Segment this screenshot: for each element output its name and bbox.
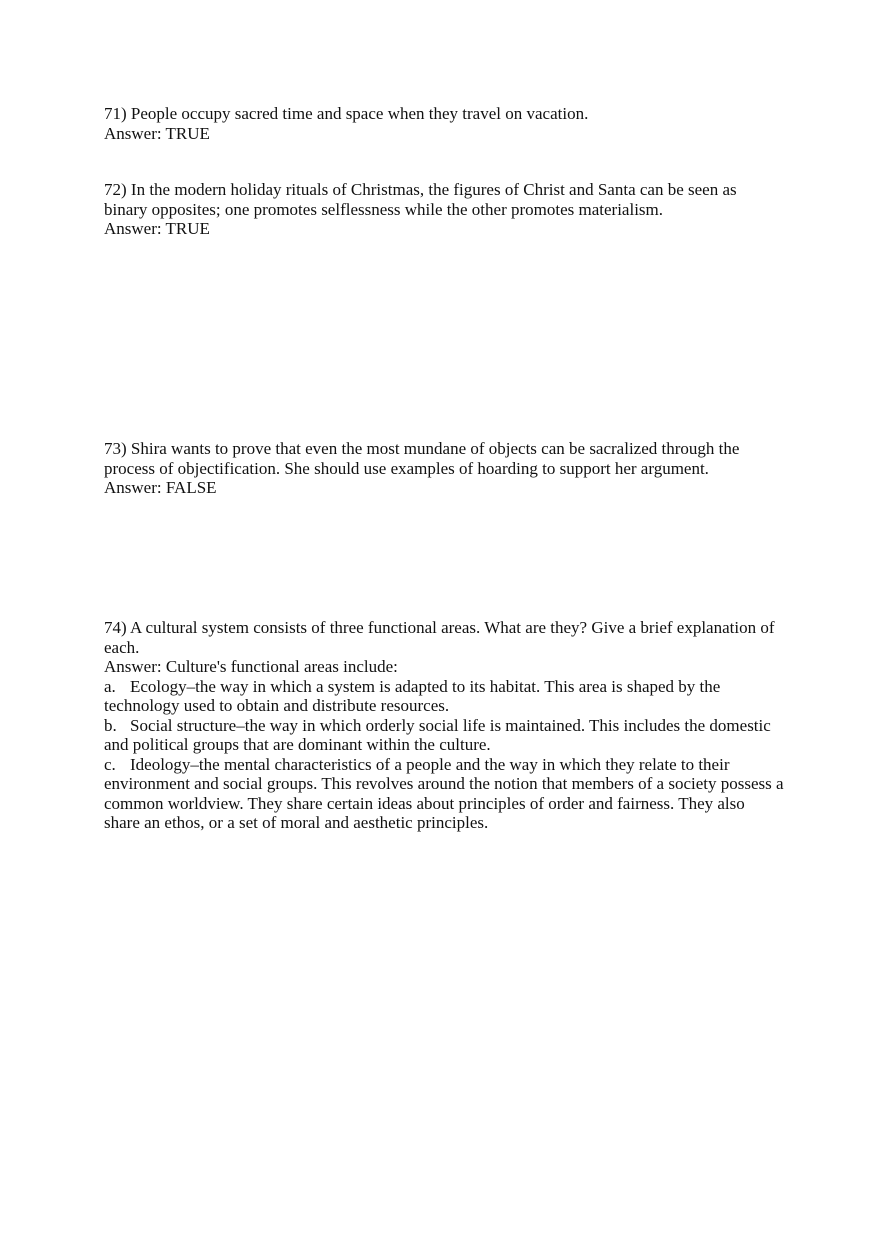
item-text: Ideology–the mental characteristics of a people and the way in which they relate to their environment and social groups. This revolves around the notion that members of a society possess a common worldview. They share certain ideas about principles of order and fairness. They also share an ethos, or a set of moral and aesthetic principles. [104, 754, 784, 832]
item-text: Social structure–the way in which orderly social life is maintained. This includes the domestic and political groups that are dominant within the culture. [104, 715, 771, 754]
item-letter: b. [104, 715, 117, 735]
item-letter: a. [104, 676, 116, 696]
item-text: Ecology–the way in which a system is adapted to its habitat. This area is shaped by the technology used to obtain and distribute resources. [104, 676, 721, 715]
question-answer: Answer: TRUE [104, 123, 210, 143]
answer-item-a [104, 677, 784, 716]
question-answer: Answer: FALSE [104, 478, 217, 497]
question-72 [104, 180, 784, 239]
question-prompt: 74) A cultural system consists of three functional areas. What are they? Give a brief explanation of each. [104, 618, 775, 657]
answer-item-b [104, 716, 784, 755]
answer-item-c [104, 755, 784, 833]
item-letter: c. [104, 754, 116, 774]
question-71 [104, 104, 784, 143]
question-prompt: 73) Shira wants to prove that even the most mundane of objects can be sacralized through the process of objectification. She should use examples of hoarding to support her argument. [104, 439, 740, 478]
question-answer: Answer: Culture's functional areas include: [104, 657, 398, 676]
question-73 [104, 439, 784, 498]
question-answer: Answer: TRUE [104, 219, 210, 238]
question-prompt: 71) People occupy sacred time and space when they travel on vacation. [104, 104, 589, 123]
question-prompt: 72) In the modern holiday rituals of Christmas, the figures of Christ and Santa can be seen as binary opposites; one promotes selflessness while the other promotes materialism. [104, 180, 737, 219]
question-74 [104, 618, 784, 833]
